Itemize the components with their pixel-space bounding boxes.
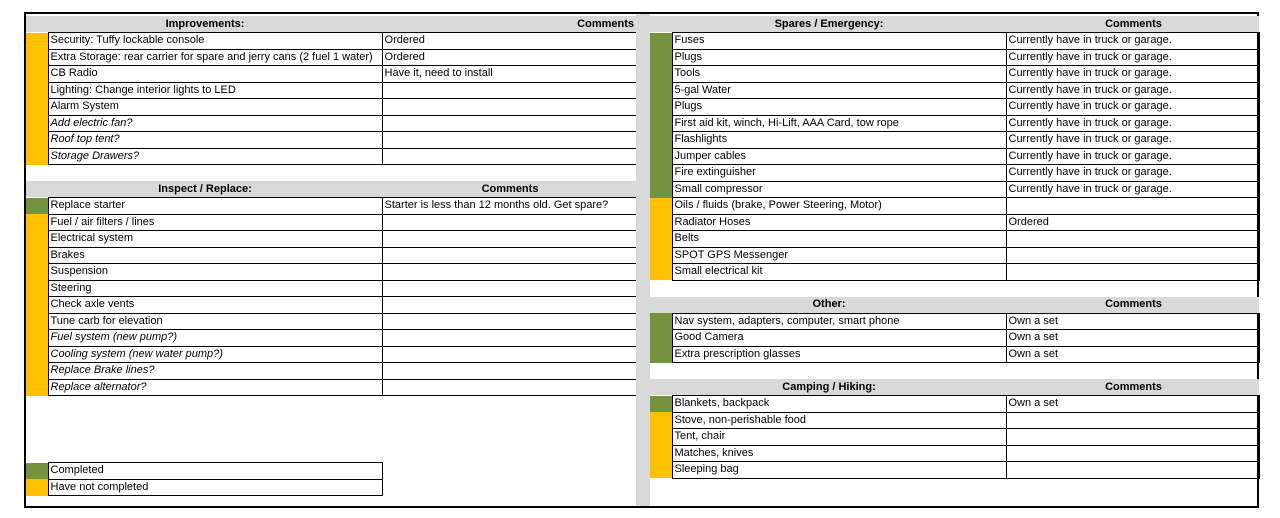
- comment-cell[interactable]: Own a set: [1006, 346, 1259, 363]
- checklist-row: [26, 49, 636, 66]
- comment-cell[interactable]: [382, 313, 636, 330]
- item-cell[interactable]: Add electric fan?: [48, 115, 382, 132]
- item-cell[interactable]: Storage Drawers?: [48, 148, 382, 165]
- other-header: [650, 297, 1259, 314]
- item-cell[interactable]: Plugs: [672, 99, 1006, 116]
- checklist-frame: [24, 12, 1259, 508]
- checklist-row: [650, 264, 1259, 281]
- status-indicator: [650, 66, 672, 83]
- status-indicator: [26, 115, 48, 132]
- status-indicator: [650, 264, 672, 281]
- checklist-row: [650, 132, 1259, 149]
- status-indicator: [26, 66, 48, 83]
- comment-cell[interactable]: [382, 363, 636, 380]
- checklist-row: [650, 148, 1259, 165]
- status-indicator: [650, 99, 672, 116]
- item-cell[interactable]: Extra Storage: rear carrier for spare and jerry cans (2 fuel 1 water): [48, 49, 382, 66]
- other-title: Other:: [650, 297, 1006, 314]
- checklist-row: [26, 280, 636, 297]
- checklist-row: [26, 115, 636, 132]
- improvements-comments-header: Comments: [382, 16, 636, 33]
- status-indicator: [650, 396, 672, 413]
- comment-cell[interactable]: [1006, 231, 1259, 248]
- comment-cell[interactable]: [382, 148, 636, 165]
- legend-row: [26, 463, 382, 480]
- improvements-title: Improvements:: [26, 16, 382, 33]
- inspect-title: Inspect / Replace:: [26, 181, 382, 198]
- camping-comments-header: Comments: [1006, 379, 1259, 396]
- comment-cell[interactable]: [382, 330, 636, 347]
- comment-cell[interactable]: [1006, 247, 1259, 264]
- item-cell[interactable]: Blankets, backpack: [672, 396, 1006, 413]
- checklist-row: [26, 330, 636, 347]
- checklist-row: [650, 99, 1259, 116]
- checklist-row: [650, 82, 1259, 99]
- checklist-row: [650, 33, 1259, 50]
- checklist-row: [26, 264, 636, 281]
- spares-comments-header: Comments: [1006, 16, 1259, 33]
- column-divider: [636, 14, 650, 506]
- item-cell[interactable]: Brakes: [48, 247, 382, 264]
- checklist-row: [26, 132, 636, 149]
- status-indicator: [650, 148, 672, 165]
- left-panel: [26, 16, 636, 493]
- item-cell[interactable]: Sleeping bag: [672, 462, 1006, 479]
- status-indicator: [650, 247, 672, 264]
- checklist-row: [26, 363, 636, 380]
- item-cell[interactable]: Lighting: Change interior lights to LED: [48, 82, 382, 99]
- status-indicator: [26, 198, 48, 215]
- legend-table: [26, 462, 383, 496]
- comment-cell[interactable]: Currently have in truck or garage.: [1006, 132, 1259, 149]
- checklist-row: [650, 247, 1259, 264]
- comment-cell[interactable]: [382, 82, 636, 99]
- item-cell[interactable]: 5-gal Water: [672, 82, 1006, 99]
- comment-cell[interactable]: Currently have in truck or garage.: [1006, 148, 1259, 165]
- checklist-row: [26, 313, 636, 330]
- item-cell[interactable]: Plugs: [672, 49, 1006, 66]
- checklist-row: [26, 198, 636, 215]
- comment-cell[interactable]: [382, 379, 636, 396]
- checklist-row: [650, 165, 1259, 182]
- item-cell[interactable]: Belts: [672, 231, 1006, 248]
- spares-header: [650, 16, 1259, 33]
- legend-row: [26, 479, 382, 496]
- status-indicator: [650, 412, 672, 429]
- item-cell[interactable]: Jumper cables: [672, 148, 1006, 165]
- item-cell[interactable]: Replace Brake lines?: [48, 363, 382, 380]
- item-cell[interactable]: Replace alternator?: [48, 379, 382, 396]
- item-cell[interactable]: Electrical system: [48, 231, 382, 248]
- camping-title: Camping / Hiking:: [650, 379, 1006, 396]
- item-cell[interactable]: Extra prescription glasses: [672, 346, 1006, 363]
- comment-cell[interactable]: [382, 99, 636, 116]
- spares-title: Spares / Emergency:: [650, 16, 1006, 33]
- status-indicator: [26, 280, 48, 297]
- checklist-row: [650, 330, 1259, 347]
- comment-cell[interactable]: Currently have in truck or garage.: [1006, 49, 1259, 66]
- item-cell[interactable]: Radiator Hoses: [672, 214, 1006, 231]
- legend-swatch: [26, 463, 48, 480]
- comment-cell[interactable]: Ordered: [382, 49, 636, 66]
- right-panel: [650, 16, 1259, 479]
- status-indicator: [650, 346, 672, 363]
- checklist-row: [650, 412, 1259, 429]
- checklist-row: [650, 429, 1259, 446]
- camping-header: [650, 379, 1259, 396]
- checklist-row: [26, 379, 636, 396]
- status-indicator: [26, 132, 48, 149]
- checklist-row: [650, 346, 1259, 363]
- comment-cell[interactable]: [1006, 429, 1259, 446]
- comment-cell[interactable]: Currently have in truck or garage.: [1006, 165, 1259, 182]
- status-indicator: [650, 115, 672, 132]
- status-indicator: [650, 181, 672, 198]
- comment-cell[interactable]: Currently have in truck or garage.: [1006, 181, 1259, 198]
- status-indicator: [650, 429, 672, 446]
- comment-cell[interactable]: [382, 346, 636, 363]
- checklist-row: [650, 231, 1259, 248]
- status-indicator: [26, 313, 48, 330]
- status-indicator: [650, 165, 672, 182]
- status-indicator: [26, 214, 48, 231]
- status-indicator: [650, 231, 672, 248]
- spares-table: [650, 16, 1260, 479]
- checklist-row: [650, 313, 1259, 330]
- checklist-row: [26, 297, 636, 314]
- item-cell[interactable]: Matches, knives: [672, 445, 1006, 462]
- comment-cell[interactable]: Own a set: [1006, 313, 1259, 330]
- status-indicator: [650, 82, 672, 99]
- item-cell[interactable]: Tune carb for elevation: [48, 313, 382, 330]
- checklist-row: [26, 33, 636, 50]
- item-cell[interactable]: Security: Tuffy lockable console: [48, 33, 382, 50]
- comment-cell[interactable]: Ordered: [382, 33, 636, 50]
- status-indicator: [650, 33, 672, 50]
- comment-cell[interactable]: [382, 280, 636, 297]
- item-cell[interactable]: Cooling system (new water pump?): [48, 346, 382, 363]
- comment-cell[interactable]: [1006, 264, 1259, 281]
- status-indicator: [26, 297, 48, 314]
- comment-cell[interactable]: Ordered: [1006, 214, 1259, 231]
- status-indicator: [26, 363, 48, 380]
- other-comments-header: Comments: [1006, 297, 1259, 314]
- checklist-row: [650, 181, 1259, 198]
- comment-cell[interactable]: Own a set: [1006, 396, 1259, 413]
- status-indicator: [26, 330, 48, 347]
- improvements-table: [26, 16, 637, 396]
- comment-cell[interactable]: [382, 297, 636, 314]
- item-cell[interactable]: Stove, non-perishable food: [672, 412, 1006, 429]
- status-indicator: [650, 462, 672, 479]
- checklist-row: [650, 49, 1259, 66]
- comment-cell[interactable]: Have it, need to install: [382, 66, 636, 83]
- checklist-row: [650, 462, 1259, 479]
- comment-cell[interactable]: Currently have in truck or garage.: [1006, 82, 1259, 99]
- item-cell[interactable]: Check axle vents: [48, 297, 382, 314]
- comment-cell[interactable]: Own a set: [1006, 330, 1259, 347]
- item-cell[interactable]: Flashlights: [672, 132, 1006, 149]
- comment-cell[interactable]: [1006, 445, 1259, 462]
- item-cell[interactable]: Tent, chair: [672, 429, 1006, 446]
- comment-cell[interactable]: [382, 214, 636, 231]
- status-indicator: [26, 346, 48, 363]
- item-cell[interactable]: CB Radio: [48, 66, 382, 83]
- inspect-header: [26, 181, 636, 198]
- checklist-row: [650, 66, 1259, 83]
- item-cell[interactable]: Fuses: [672, 33, 1006, 50]
- checklist-row: [26, 82, 636, 99]
- checklist-row: [650, 396, 1259, 413]
- item-cell[interactable]: Fuel system (new pump?): [48, 330, 382, 347]
- checklist-row: [650, 198, 1259, 215]
- status-indicator: [26, 82, 48, 99]
- legend-swatch: [26, 479, 48, 496]
- item-cell[interactable]: Fire extinguisher: [672, 165, 1006, 182]
- comment-cell[interactable]: Currently have in truck or garage.: [1006, 66, 1259, 83]
- item-cell[interactable]: Suspension: [48, 264, 382, 281]
- item-cell[interactable]: First aid kit, winch, Hi-Lift, AAA Card, tow rope: [672, 115, 1006, 132]
- status-indicator: [650, 445, 672, 462]
- checklist-row: [26, 214, 636, 231]
- status-indicator: [650, 198, 672, 215]
- checklist-row: [650, 214, 1259, 231]
- status-indicator: [650, 313, 672, 330]
- status-indicator: [26, 379, 48, 396]
- checklist-row: [26, 148, 636, 165]
- item-cell[interactable]: Replace starter: [48, 198, 382, 215]
- checklist-row: [650, 445, 1259, 462]
- item-cell[interactable]: SPOT GPS Messenger: [672, 247, 1006, 264]
- status-indicator: [26, 49, 48, 66]
- inspect-comments-header: Comments: [382, 181, 636, 198]
- item-cell[interactable]: Small compressor: [672, 181, 1006, 198]
- status-indicator: [650, 330, 672, 347]
- item-cell[interactable]: Small electrical kit: [672, 264, 1006, 281]
- improvements-header: [26, 16, 636, 33]
- comment-cell[interactable]: [382, 231, 636, 248]
- status-indicator: [26, 33, 48, 50]
- status-indicator: [26, 247, 48, 264]
- status-indicator: [650, 214, 672, 231]
- status-indicator: [26, 148, 48, 165]
- comment-cell[interactable]: Starter is less than 12 months old. Get spare?: [382, 198, 636, 215]
- checklist-row: [26, 99, 636, 116]
- comment-cell[interactable]: [1006, 198, 1259, 215]
- item-cell[interactable]: Tools: [672, 66, 1006, 83]
- comment-cell[interactable]: [382, 247, 636, 264]
- status-indicator: [650, 49, 672, 66]
- item-cell[interactable]: Nav system, adapters, computer, smart phone: [672, 313, 1006, 330]
- comment-cell[interactable]: [1006, 462, 1259, 479]
- comment-cell[interactable]: [382, 264, 636, 281]
- item-cell[interactable]: Oils / fluids (brake, Power Steering, Motor): [672, 198, 1006, 215]
- comment-cell[interactable]: Currently have in truck or garage.: [1006, 115, 1259, 132]
- item-cell[interactable]: Roof top tent?: [48, 132, 382, 149]
- item-cell[interactable]: Good Camera: [672, 330, 1006, 347]
- checklist-row: [26, 66, 636, 83]
- item-cell[interactable]: Alarm System: [48, 99, 382, 116]
- status-indicator: [26, 231, 48, 248]
- comment-cell[interactable]: [382, 115, 636, 132]
- checklist-row: [26, 247, 636, 264]
- checklist-row: [26, 231, 636, 248]
- status-indicator: [26, 264, 48, 281]
- comment-cell[interactable]: [1006, 412, 1259, 429]
- legend-label: Have not completed: [48, 479, 382, 496]
- comment-cell[interactable]: Currently have in truck or garage.: [1006, 33, 1259, 50]
- comment-cell[interactable]: [382, 132, 636, 149]
- item-cell[interactable]: Steering: [48, 280, 382, 297]
- comment-cell[interactable]: Currently have in truck or garage.: [1006, 99, 1259, 116]
- legend-label: Completed: [48, 463, 382, 480]
- checklist-row: [650, 115, 1259, 132]
- status-indicator: [650, 132, 672, 149]
- status-indicator: [26, 99, 48, 116]
- checklist-row: [26, 346, 636, 363]
- item-cell[interactable]: Fuel / air filters / lines: [48, 214, 382, 231]
